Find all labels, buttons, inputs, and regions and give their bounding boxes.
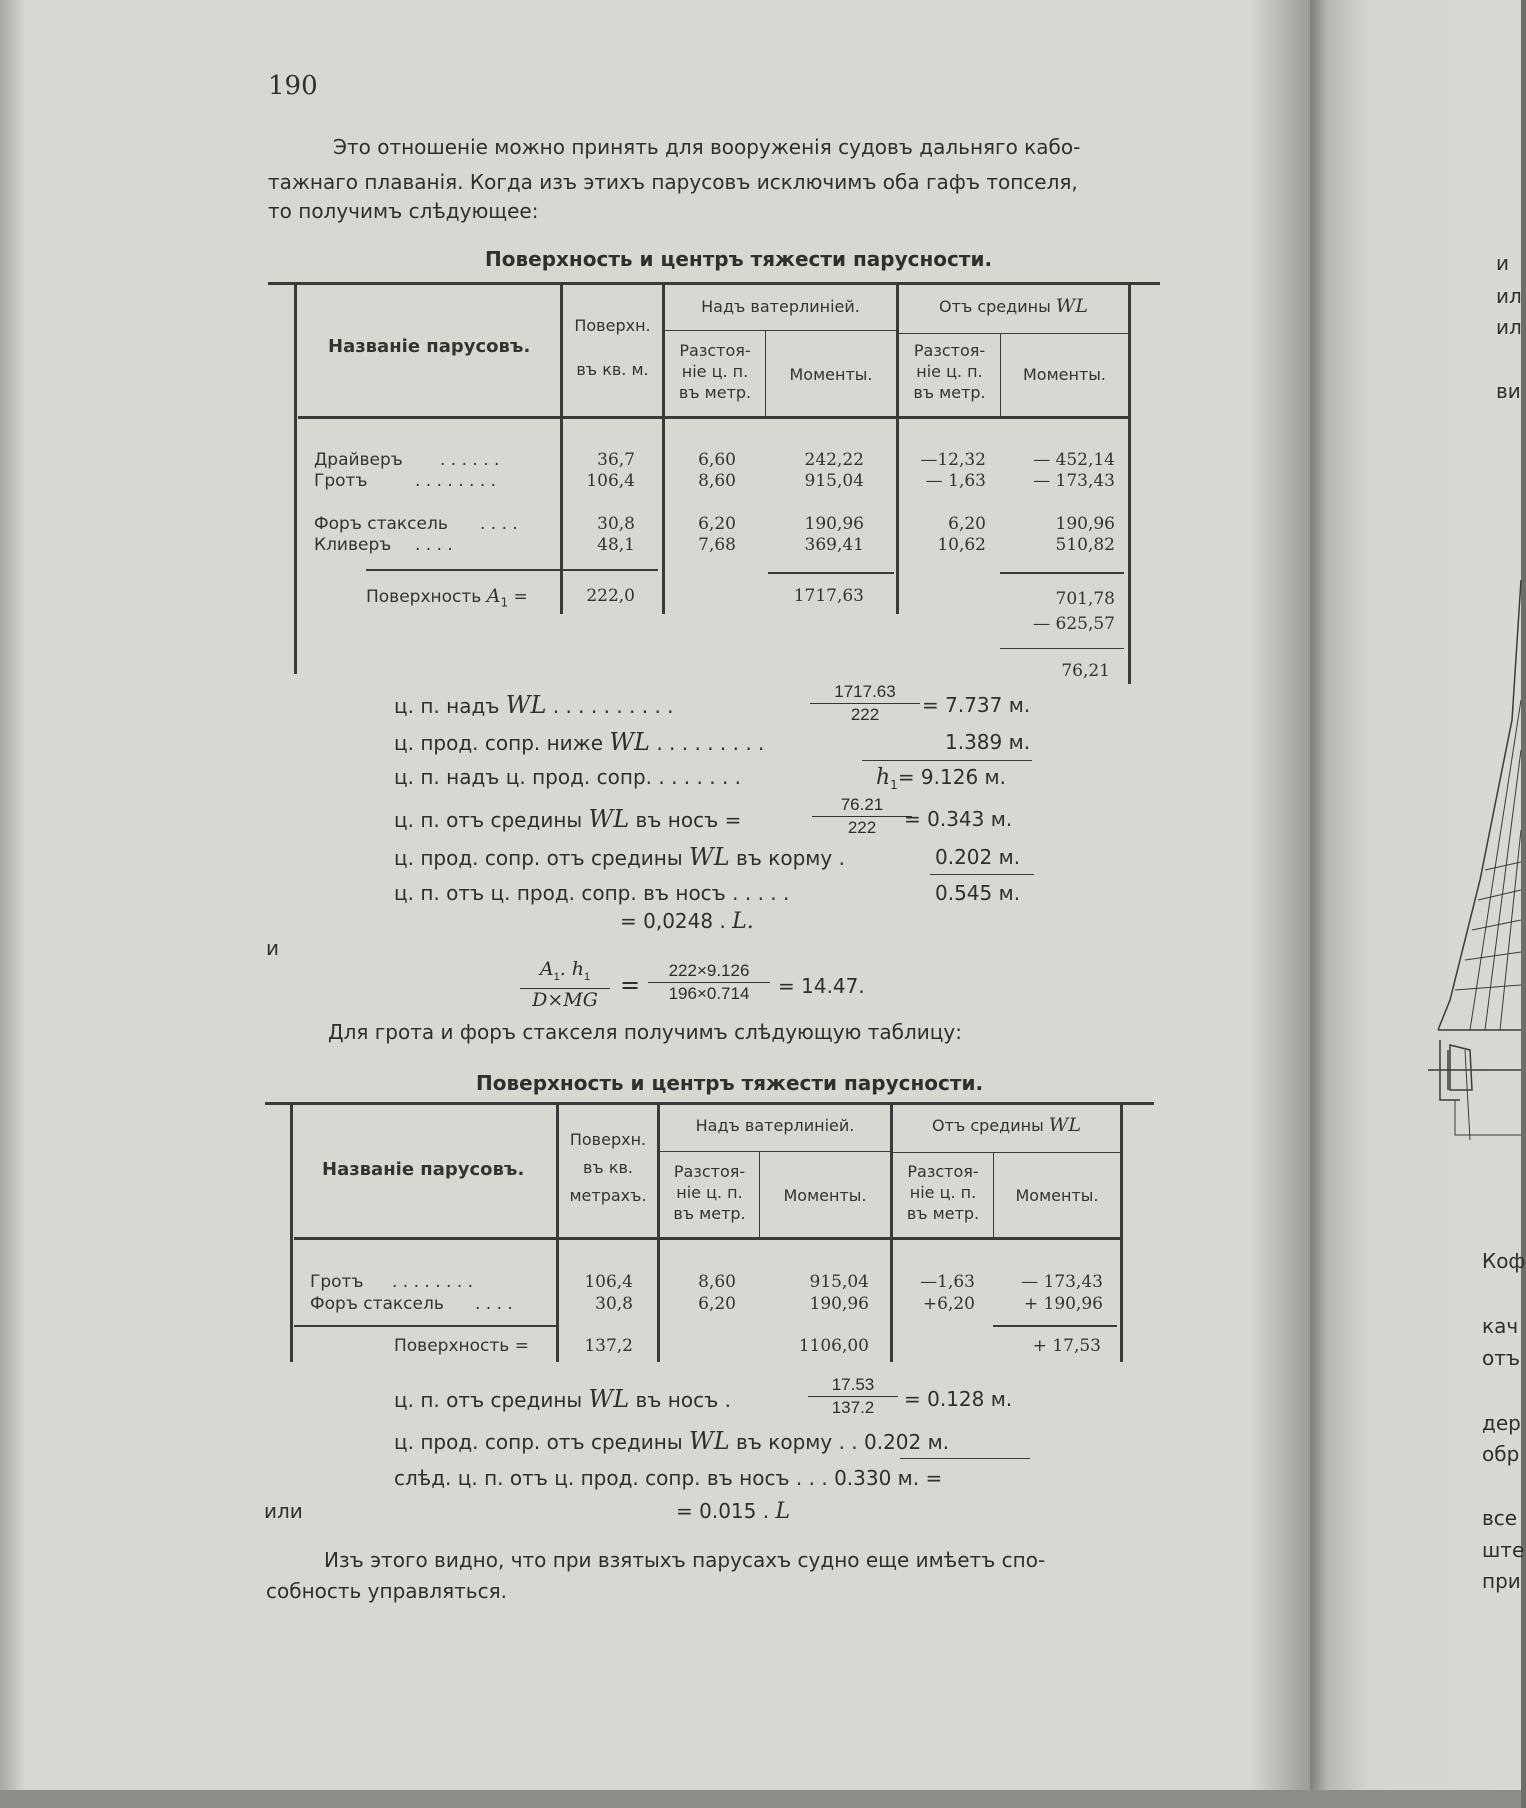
t2-total-label: Поверхность =: [394, 1336, 529, 1356]
right-frag-12: при: [1482, 1569, 1521, 1593]
ratio-num-h: . h: [559, 958, 585, 980]
t1-dist-h-2: ніе ц. п.: [681, 362, 749, 381]
calc2-f-num: 17.53: [831, 1375, 875, 1394]
height-moment: 915,04: [809, 1272, 869, 1292]
right-frag-7: отъ: [1482, 1346, 1521, 1370]
t2-sum-result: + 17,53: [1032, 1336, 1101, 1356]
mid-text: Для грота и форъ стакселя получимъ слѣдующую таблицу:: [328, 1020, 962, 1044]
table1-title: Поверхность и центръ тяжести парусности.: [485, 247, 993, 271]
calc2-l2-wl: WL: [689, 1427, 730, 1455]
sail-drawing: [1410, 580, 1521, 1140]
calc1-line6-result: 0.545 м.: [935, 881, 1021, 905]
right-frag-2: ил: [1496, 284, 1522, 308]
table2-title: Поверхность и центръ тяжести парусности.: [476, 1071, 984, 1095]
t2-header-moments-h: Моменты.: [783, 1186, 867, 1205]
dist-moment: + 190,96: [1023, 1294, 1103, 1314]
dist-moment: — 452,14: [1033, 450, 1115, 470]
t2-dist-d-3: въ метр.: [906, 1204, 980, 1223]
calc1-l4-wl: WL: [588, 805, 630, 833]
calc2-or: или: [264, 1499, 303, 1523]
calc2-fraction: [808, 1376, 898, 1417]
t2-header-from-mid: [893, 1116, 1120, 1135]
t1-header-dist-d: [899, 340, 1000, 403]
t1-header-surface-1: Поверхн.: [574, 316, 651, 335]
t1-total-surface: 222,0: [586, 586, 635, 606]
t1-dist-h-1: Разстоя-: [679, 341, 751, 360]
t1-from-mid-text: Отъ средины: [939, 297, 1051, 316]
leader-dots: . . . . . . . .: [392, 1272, 474, 1292]
page-number: 190: [268, 71, 318, 101]
height-moment: 242,22: [804, 450, 864, 470]
right-frag-8: дер: [1482, 1411, 1521, 1435]
calc1-l5-text2: въ корму .: [736, 846, 845, 870]
t2-header-above-wl: Надъ ватерлиніей.: [695, 1116, 855, 1135]
ratio-num-hsub: 1: [584, 970, 591, 983]
calc1-line2: [394, 728, 765, 756]
height-moment: 190,96: [804, 514, 864, 534]
calc1-l3-h: h: [876, 765, 891, 790]
t1-sum-result: 76,21: [1061, 661, 1110, 681]
sail-name: Гротъ: [310, 1272, 364, 1292]
intro-line-1: Это отношеніе можно принять для вооруженія судовъ дальняго кабо-: [333, 135, 1081, 159]
right-frag-4: ви: [1496, 379, 1521, 403]
t1-total-eq: =: [513, 587, 528, 607]
dist-value: —12,32: [920, 450, 986, 470]
ratio-fraction-1: [520, 960, 610, 1010]
t2-surface-1: Поверхн.: [569, 1130, 647, 1149]
sail-name: Кливеръ: [314, 535, 392, 555]
scan-bottom-edge: [0, 1790, 1521, 1808]
t2-total-surface: 137,2: [584, 1336, 633, 1356]
calc1-l3-res: = 9.126 м.: [897, 765, 1006, 789]
calc2-line4: [676, 1500, 790, 1523]
calc1-line4: [394, 805, 742, 833]
surface-value: 30,8: [595, 1294, 633, 1314]
calc1-l3-sub: 1: [890, 778, 898, 792]
calc1-l1-text: ц. п. надъ: [394, 694, 500, 718]
intro-line-3: то получимъ слѣдующее:: [268, 199, 539, 223]
sail-name: Форъ стаксель: [314, 514, 448, 534]
calc1-l5-wl: WL: [689, 843, 730, 871]
t2-from-mid-text: Отъ средины: [932, 1116, 1044, 1135]
dist-value: —1,63: [920, 1272, 975, 1292]
sail-name: Гротъ: [314, 471, 368, 491]
calc1-line3-result: [876, 766, 1006, 796]
right-frag-3: ил: [1496, 315, 1522, 339]
height-moment: 915,04: [804, 471, 864, 491]
height-moment: 190,96: [809, 1294, 869, 1314]
dist-moment: 190,96: [1055, 514, 1115, 534]
t2-dist-d-2: ніе ц. п.: [909, 1183, 977, 1202]
surface-value: 36,7: [597, 450, 635, 470]
calc1-l2-dots: . . . . . . . . .: [656, 731, 765, 755]
calc2-line3: слѣд. ц. п. отъ ц. прод. сопр. въ носъ . . . 0.330 м. =: [394, 1466, 943, 1490]
dist-moment: — 173,43: [1033, 471, 1115, 491]
ratio-and: и: [266, 936, 279, 960]
leader-dots: . . . . . .: [440, 450, 500, 470]
t1-dist-d-1: Разстоя-: [913, 341, 986, 360]
dist-value: — 1,63: [925, 471, 986, 491]
t2-header-dist-d: [893, 1161, 993, 1224]
height-value: 6,60: [698, 450, 736, 470]
height-value: 8,60: [698, 1272, 736, 1292]
t1-dist-h-3: въ метр.: [678, 383, 752, 402]
calc1-fraction-1: [810, 683, 920, 724]
calc2-l1-text2: въ носъ .: [635, 1388, 731, 1412]
conclusion-line-1: Изъ этого видно, что при взятыхъ парусахъ судно еще имѣетъ спо-: [324, 1548, 1046, 1572]
t2-header-dist-h: [660, 1161, 759, 1224]
calc1-l2-wl: WL: [609, 728, 650, 756]
leader-dots: . . . .: [475, 1294, 513, 1314]
intro-line-2: тажнаго плаванія. Когда изъ этихъ парусовъ исключимъ оба гафъ топселя,: [268, 170, 1078, 194]
t2-dist-d-1: Разстоя-: [907, 1162, 979, 1181]
calc1-l1-dots: . . . . . . . . . .: [552, 694, 674, 718]
right-frag-6: кач: [1482, 1314, 1519, 1338]
calc2-line1-result: = 0.128 м.: [904, 1387, 1013, 1411]
t1-total-label: [366, 586, 528, 612]
dist-moment: 510,82: [1055, 535, 1115, 555]
calc2-l1-wl: WL: [588, 1385, 630, 1413]
sail-name: Форъ стаксель: [310, 1294, 444, 1314]
height-value: 8,60: [698, 471, 736, 491]
t2-header-moments-d: Моменты.: [1015, 1186, 1099, 1205]
t1-header-moments-h: Моменты.: [789, 365, 873, 384]
calc2-l4-text: = 0.015 .: [676, 1499, 770, 1523]
right-frag-10: все: [1482, 1506, 1518, 1530]
page-fold-shadow: [1250, 0, 1310, 1808]
calc1-l5-text: ц. прод. сопр. отъ средины: [394, 846, 683, 870]
calc2-l2-text: ц. прод. сопр. отъ средины: [394, 1430, 683, 1454]
height-value: 6,20: [698, 1294, 736, 1314]
sail-name: Драйверъ: [314, 450, 403, 470]
t1-total-sub: 1: [500, 595, 509, 610]
t1-header-moments-d: Моменты.: [1022, 365, 1106, 384]
t1-total-moment: 1717,63: [793, 586, 864, 606]
calc1-l4-text2: въ носъ =: [635, 808, 742, 832]
t1-header-name: Названіе парусовъ.: [328, 336, 531, 357]
dist-value: 6,20: [948, 514, 986, 534]
surface-value: 106,4: [586, 471, 635, 491]
dist-value: +6,20: [922, 1294, 975, 1314]
ratio-num-sub: 1: [553, 970, 560, 983]
calc1-line6: ц. п. отъ ц. прод. сопр. въ носъ . . . . .: [394, 881, 790, 905]
conclusion-line-2: собность управляться.: [266, 1579, 507, 1603]
calc1-f2-den: 222: [847, 818, 877, 837]
t1-header-above-wl: Надъ ватерлиніей.: [701, 297, 860, 316]
t1-sum-negative: — 625,57: [1033, 614, 1115, 634]
t2-header-name: Названіе парусовъ.: [322, 1159, 525, 1180]
calc1-l7-L: L.: [732, 909, 754, 934]
right-page-fragment: [1310, 0, 1526, 1808]
right-frag-1: и: [1496, 251, 1509, 275]
t1-dist-d-3: въ метр.: [913, 383, 986, 402]
t1-dist-d-2: ніе ц. п.: [916, 362, 983, 381]
ratio-num-A: A: [539, 958, 554, 980]
t2-dist-h-1: Разстоя-: [673, 1162, 746, 1181]
leader-dots: . . . . . . . .: [415, 471, 497, 491]
t1-sum-positive: 701,78: [1055, 589, 1115, 609]
calc2-l1-text: ц. п. отъ средины: [394, 1388, 583, 1412]
ratio-f2-den: 196×0.714: [668, 984, 750, 1003]
right-frag-11: ште: [1482, 1538, 1525, 1562]
surface-value: 106,4: [584, 1272, 633, 1292]
calc2-f-den: 137.2: [831, 1398, 875, 1417]
page-edge-shadow: [0, 0, 24, 1808]
t1-wl-symbol: WL: [1055, 295, 1088, 317]
ratio-f1-den: D×MG: [532, 988, 598, 1011]
calc1-l1-wl: WL: [505, 691, 547, 719]
calc1-line1-result: = 7.737 м.: [922, 693, 1031, 717]
dist-moment: — 173,43: [1021, 1272, 1103, 1292]
t2-wl-symbol: WL: [1048, 1114, 1081, 1136]
t1-header-surface-2: въ кв. м.: [576, 360, 649, 379]
t2-dist-h-2: ніе ц. п.: [676, 1183, 743, 1202]
height-value: 7,68: [698, 535, 736, 555]
surface-value: 30,8: [597, 514, 635, 534]
calc2-line2: [394, 1427, 950, 1455]
calc1-line7: [620, 910, 754, 933]
dist-value: 10,62: [937, 535, 986, 555]
height-value: 6,20: [698, 514, 736, 534]
calc1-line2-result: 1.389 м.: [945, 730, 1031, 754]
calc1-l7-text: = 0,0248 .: [620, 909, 726, 933]
height-moment: 369,41: [804, 535, 864, 555]
calc1-line1: [394, 691, 674, 719]
t2-header-surface: [559, 1126, 657, 1210]
ratio-result: = 14.47.: [778, 974, 865, 998]
right-frag-5: Коф: [1482, 1249, 1526, 1273]
calc1-line4-result: = 0.343 м.: [904, 807, 1013, 831]
t1-header-dist-h: [665, 340, 765, 403]
t2-dist-h-3: въ метр.: [673, 1204, 746, 1223]
calc2-line1: [394, 1385, 731, 1413]
calc1-line3: ц. п. надъ ц. прод. сопр. . . . . . . .: [394, 765, 742, 789]
ratio-f2-num: 222×9.126: [668, 961, 750, 980]
leader-dots: . . . .: [415, 535, 453, 555]
calc1-f2-num: 76.21: [840, 795, 884, 814]
ratio-f1-num: [539, 958, 591, 983]
calc2-l2-text2: въ корму . . 0.202 м.: [736, 1430, 950, 1454]
t1-total-text: Поверхность: [366, 587, 482, 607]
t1-header-from-mid: [899, 297, 1128, 316]
calc1-f1-num: 1717.63: [834, 682, 896, 701]
t2-surface-3: метрахъ.: [569, 1186, 647, 1205]
calc1-line5: [394, 843, 845, 871]
calc1-l2-text: ц. прод. сопр. ниже: [394, 731, 603, 755]
ratio-eq: =: [620, 971, 641, 999]
calc1-f1-den: 222: [850, 705, 880, 724]
surface-value: 48,1: [597, 535, 635, 555]
calc2-l4-L: L: [775, 1499, 791, 1524]
t2-total-moment: 1106,00: [798, 1336, 869, 1356]
calc1-l4-text: ц. п. отъ средины: [394, 808, 583, 832]
calc1-line5-result: 0.202 м.: [935, 845, 1021, 869]
ratio-fraction-2: [648, 962, 770, 1003]
calc1-fraction-2: [812, 796, 912, 837]
leader-dots: . . . .: [480, 514, 518, 534]
t1-total-symbol: A: [486, 585, 501, 607]
right-frag-9: обр: [1482, 1442, 1520, 1466]
t2-surface-2: въ кв.: [583, 1158, 633, 1177]
